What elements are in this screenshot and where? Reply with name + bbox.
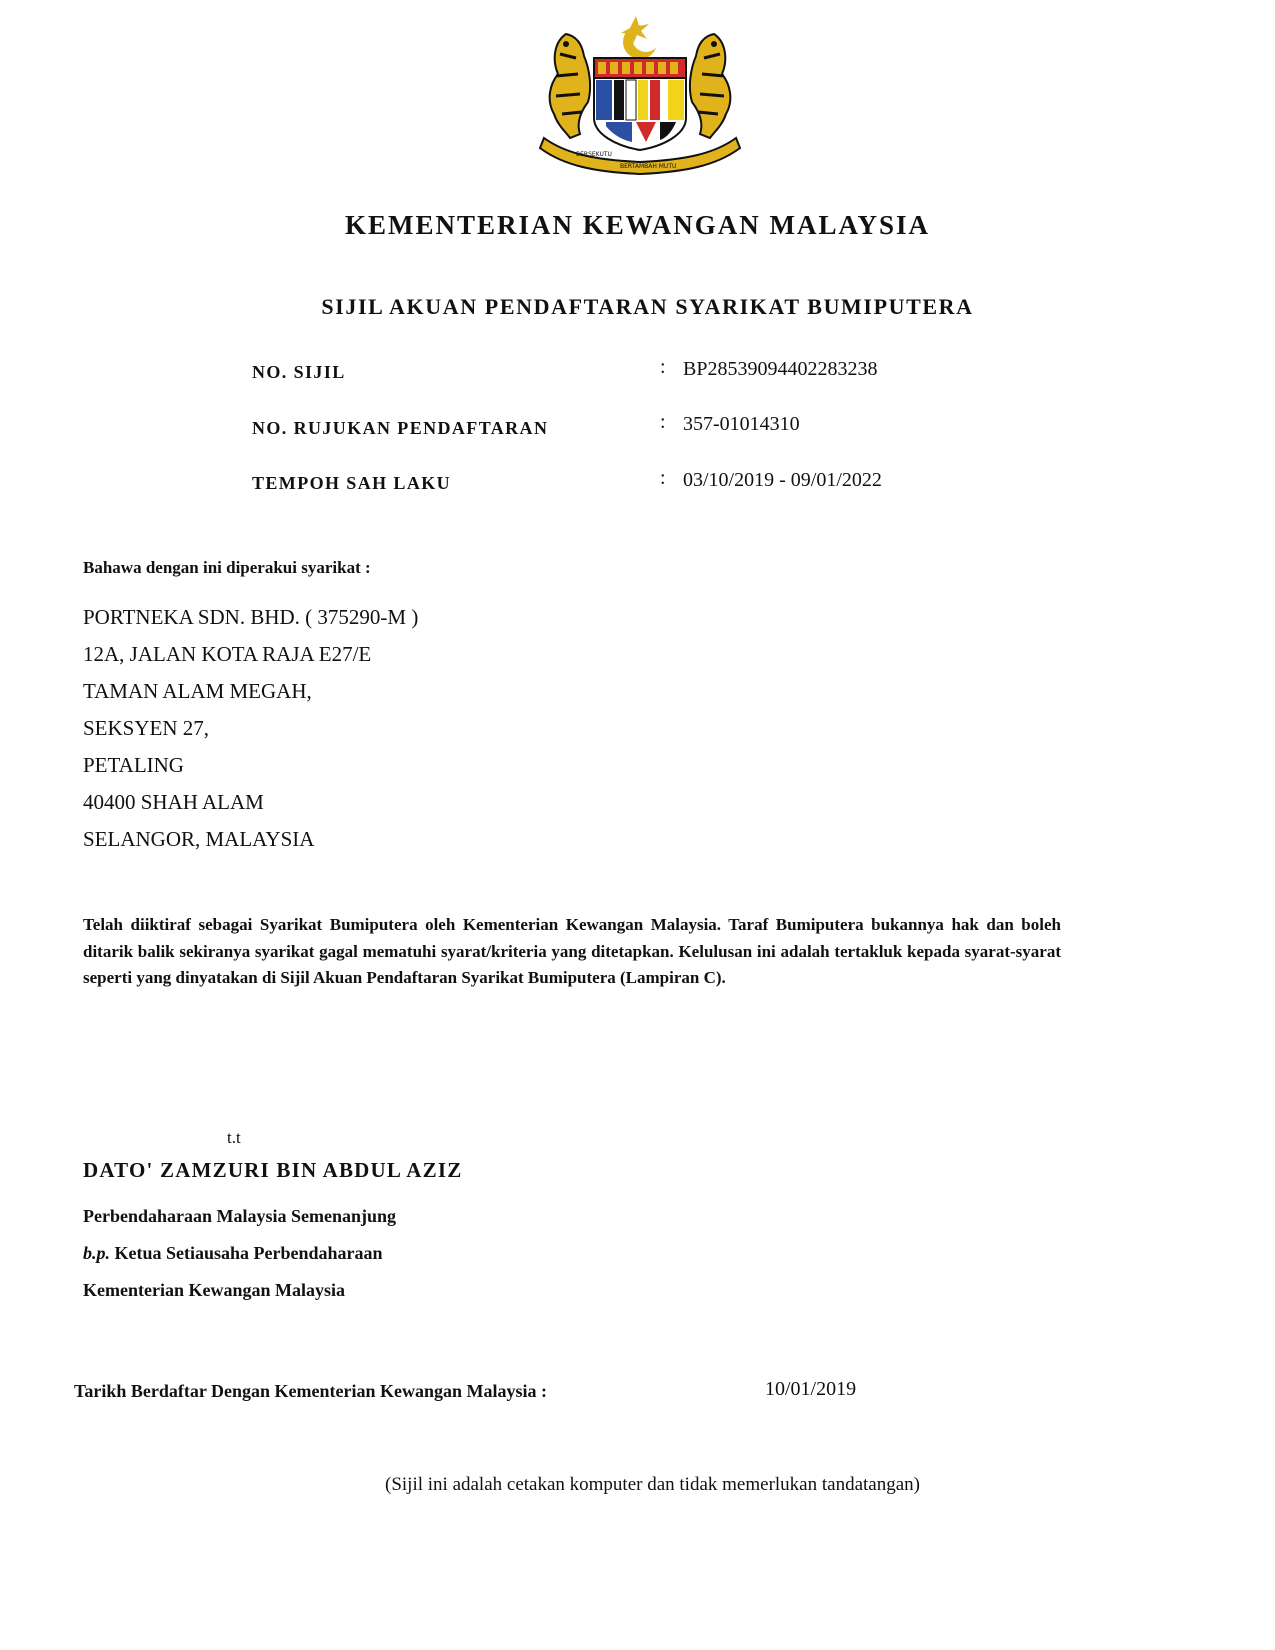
field-colon: :: [660, 356, 666, 378]
signatory-office: Perbendaharaan Malaysia Semenanjung: [83, 1206, 397, 1226]
field-value-certificate-no: BP28539094402283238: [683, 358, 878, 380]
field-colon: :: [660, 411, 666, 433]
computer-printout-note: (Sijil ini adalah cetakan komputer dan tidak memerlukan tandatangan): [385, 1474, 920, 1495]
ministry-title: KEMENTERIAN KEWANGAN MALAYSIA: [344, 210, 931, 240]
certificate-title: SIJIL AKUAN PENDAFTARAN SYARIKAT BUMIPUTERA: [321, 294, 974, 319]
address-line: PETALING: [83, 753, 184, 777]
svg-text:BERTAMBAH MUTU: BERTAMBAH MUTU: [620, 163, 677, 170]
bp-prefix: b.p.: [83, 1243, 110, 1263]
address-line: 12A, JALAN KOTA RAJA E27/E: [83, 642, 372, 666]
intro-text: Bahawa dengan ini diperakui syarikat :: [83, 558, 371, 577]
registration-date-value: 10/01/2019: [765, 1378, 857, 1400]
field-label-certificate-no: NO. SIJIL: [252, 362, 346, 382]
field-value-registration-ref: 357-01014310: [683, 413, 800, 435]
company-name: PORTNEKA SDN. BHD. ( 375290-M ): [83, 605, 419, 629]
recognition-statement: Telah diiktiraf sebagai Syarikat Bumiputera oleh Kementerian Kewangan Malaysia. Taraf Bumiputera bukannya hak dan boleh ditarik balik sekiranya syarikat gagal mematuhi syarat/kriteria yang ditetapkan. Kelulusan ini adalah tertakluk kepada syarat-syarat seperti yang dinyatakan di Sijil Akuan Pendaftaran Syarikat Bumiputera (Lampiran C).: [83, 915, 1061, 987]
svg-text:BERSEKUTU: BERSEKUTU: [576, 151, 612, 158]
address-line: TAMAN ALAM MEGAH,: [83, 679, 312, 703]
signatory-ministry: Kementerian Kewangan Malaysia: [83, 1280, 345, 1300]
field-value-validity-period: 03/10/2019 - 09/01/2022: [683, 469, 882, 491]
field-colon: :: [660, 467, 666, 489]
signature-tt: t.t: [227, 1128, 241, 1147]
field-label-validity-period: TEMPOH SAH LAKU: [252, 473, 452, 493]
bp-title: Ketua Setiausaha Perbendaharaan: [114, 1243, 383, 1263]
address-line: SEKSYEN 27,: [83, 716, 210, 740]
address-line: SELANGOR, MALAYSIA: [83, 827, 315, 851]
signatory-name: DATO' ZAMZURI BIN ABDUL AZIZ: [83, 1158, 463, 1182]
signatory-bp-line: [83, 1243, 383, 1264]
field-label-registration-ref: NO. RUJUKAN PENDAFTARAN: [252, 418, 549, 438]
coat-of-arms-icon: [536, 14, 744, 176]
registration-date-label: Tarikh Berdaftar Dengan Kementerian Kewangan Malaysia :: [74, 1381, 547, 1401]
address-line: 40400 SHAH ALAM: [83, 790, 264, 814]
